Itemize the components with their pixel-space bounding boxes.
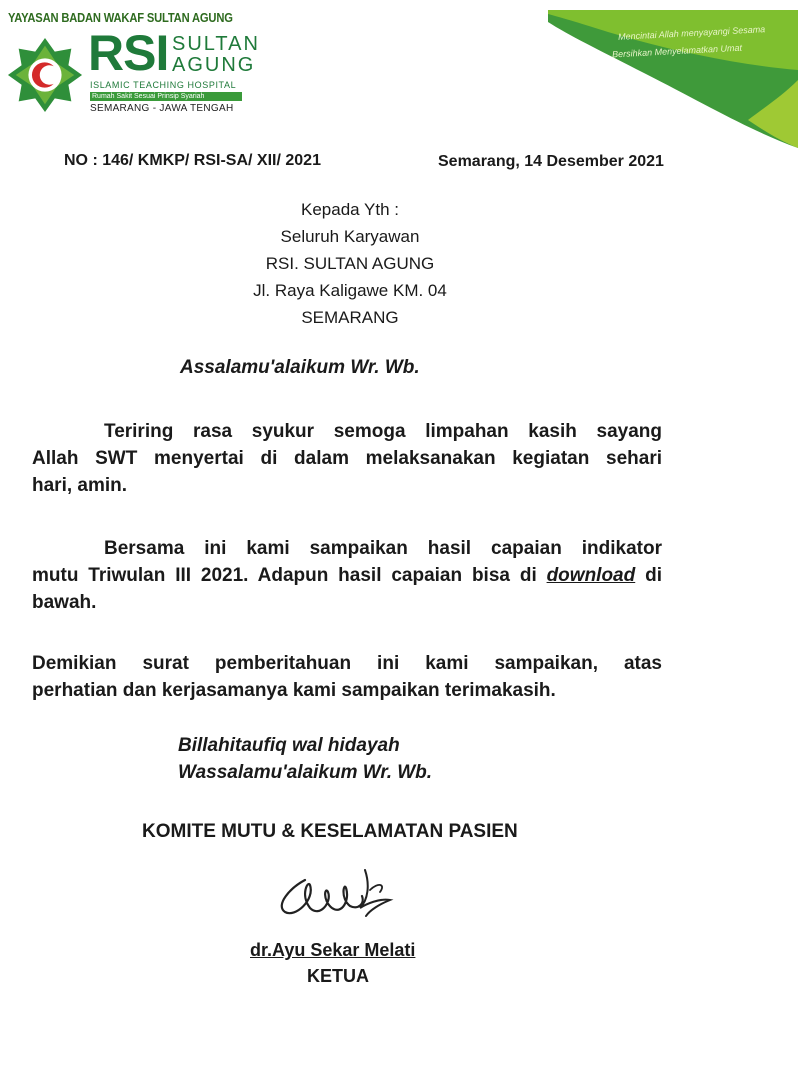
closing-greeting: Wassalamu'alaikum Wr. Wb. [178,762,433,783]
brand-wordmark: RSI [88,25,169,81]
paragraph-line: Bersama ini kami sampaikan hasil capaian indikator [104,538,662,559]
recipient-city: SEMARANG [301,308,399,327]
paragraph-line: hari, amin. [32,475,128,496]
paragraph-line: bawah. [32,592,97,613]
paragraph-text: mutu Triwulan III 2021. Adapun hasil capaian bisa di [32,565,537,586]
paragraph-line-with-link [32,562,662,589]
paragraph-text: di [635,565,662,586]
brand-subtitle [172,34,260,76]
recipient-line: RSI. SULTAN AGUNG [265,254,435,273]
recipient-salutation: Kepada Yth : [301,200,399,219]
paragraph-line: perhatian dan kerjasamanya kami sampaikan terimakasih. [32,680,556,701]
closing-line: Billahitaufiq wal hidayah [178,735,400,756]
signature [270,860,410,940]
tagline-bar: Rumah Sakit Sesuai Prinsip Syariah [90,92,242,101]
recipient-line: Seluruh Karyawan [280,227,420,246]
motto-line-2: Bersihkan Menyelamatkan Umat [611,42,743,60]
download-link[interactable]: download [546,565,636,586]
hospital-logo-emblem [6,36,84,114]
committee-name: KOMITE MUTU & KESELAMATAN PASIEN [142,821,518,842]
foundation-name: YAYASAN BADAN WAKAF SULTAN AGUNG [8,10,233,25]
city-label: SEMARANG - JAWA TENGAH [90,103,234,114]
signer-title: KETUA [307,966,369,986]
signer-name: dr.Ayu Sekar Melati [250,940,416,960]
motto-line-1: Mencintai Allah menyayangi Sesama [617,24,766,42]
opening-greeting: Assalamu'alaikum Wr. Wb. [180,357,420,378]
body-paragraph-1 [32,418,662,499]
letter-date: Semarang, 14 Desember 2021 [438,153,664,170]
recipient-address: Jl. Raya Kaligawe KM. 04 [253,281,447,300]
brand-subtitle-line-1: SULTAN [172,33,260,55]
paragraph-line: Allah SWT menyertai di dalam melaksanakan kegiatan sehari [32,448,662,469]
paragraph-line: Demikian surat pemberitahuan ini kami sampaikan, atas [32,653,662,674]
body-paragraph-3 [32,650,662,704]
reference-number: NO : 146/ KMKP/ RSI-SA/ XII/ 2021 [64,152,321,169]
paragraph-line: Teriring rasa syukur semoga limpahan kasih sayang [104,421,662,442]
brand-subtitle-line-2: AGUNG [172,54,256,76]
body-paragraph-2 [32,535,662,616]
teaching-hospital-label: ISLAMIC TEACHING HOSPITAL [90,80,237,90]
